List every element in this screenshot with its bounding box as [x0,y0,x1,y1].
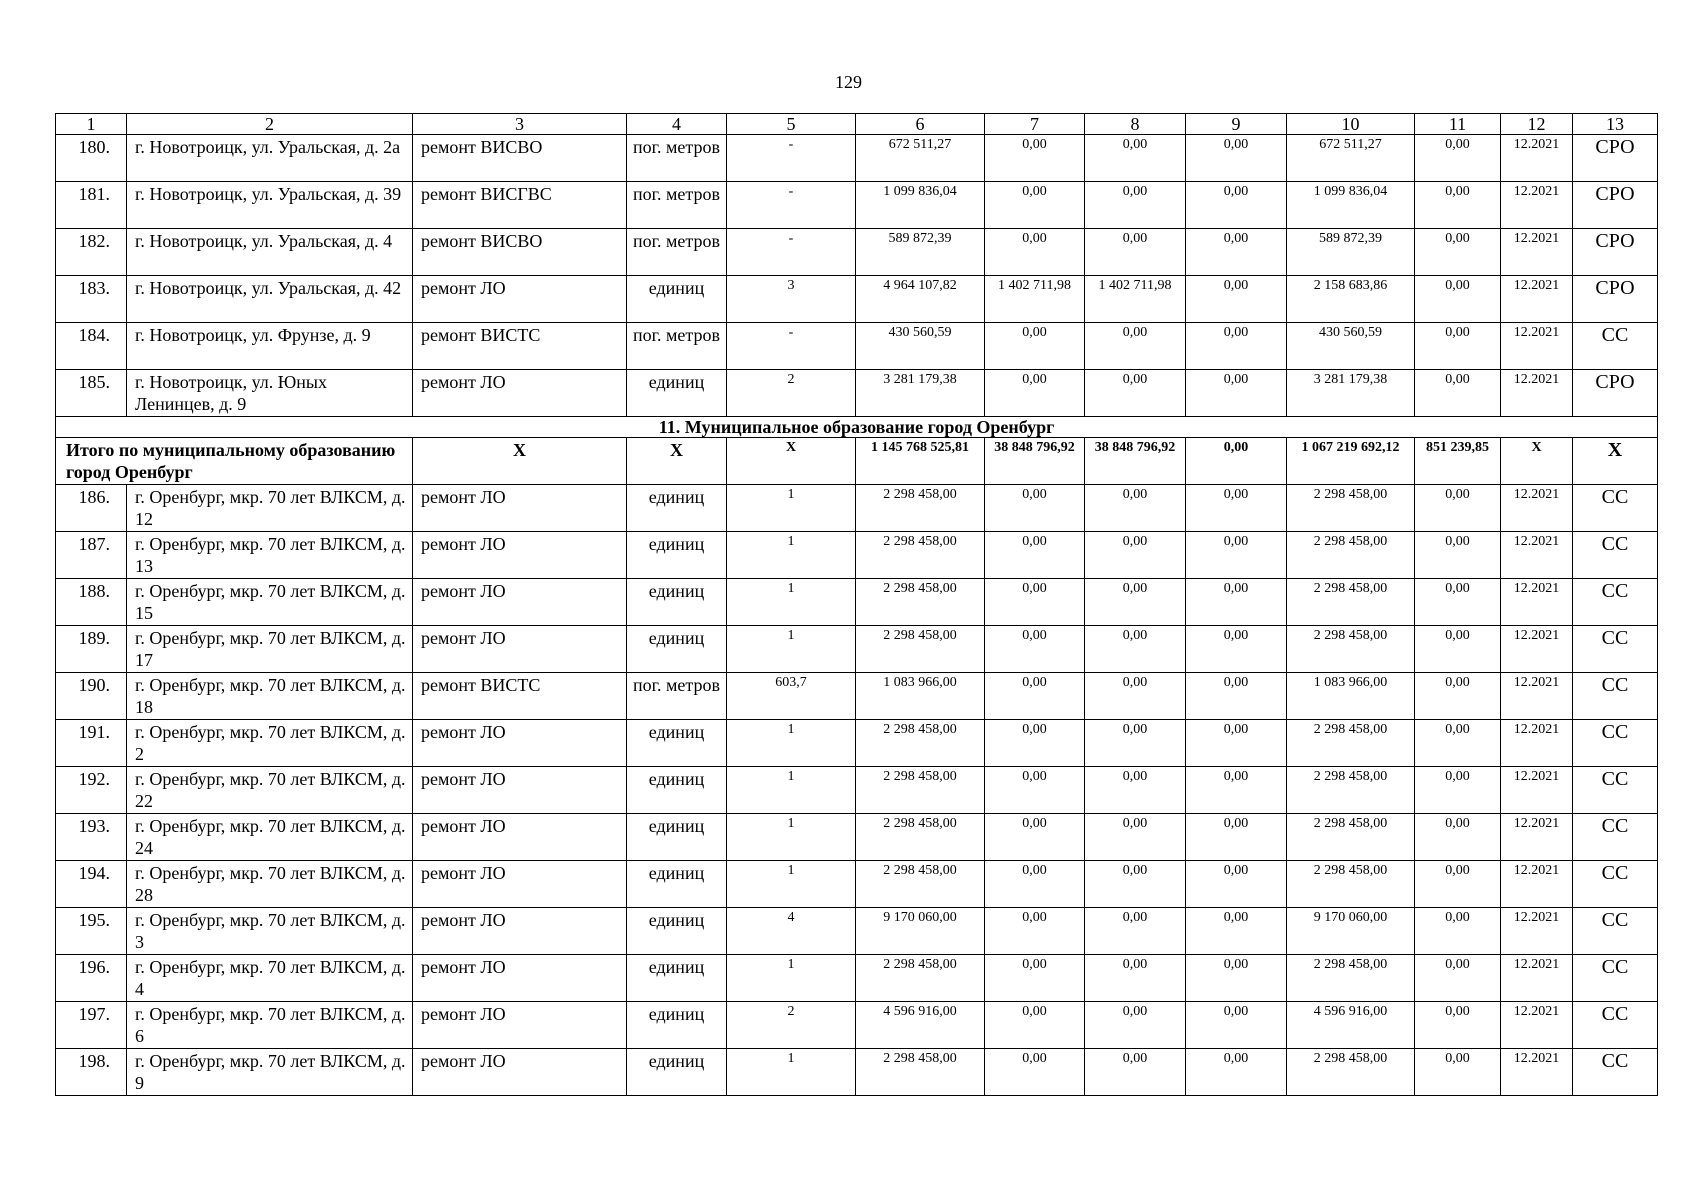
work-type-cell: ремонт ВИСТС [413,673,627,720]
total-c11-cell: 851 239,85 [1415,438,1501,485]
method-cell: СРО [1573,229,1658,276]
row-number: 182. [56,229,127,276]
method-cell: СС [1573,1002,1658,1049]
total-cost-cell: 2 298 458,00 [856,485,985,532]
federal-cell: 0,00 [1085,485,1186,532]
regional-cell: 0,00 [1186,767,1287,814]
column-header-9: 9 [1186,114,1287,135]
address-cell: г. Новотроицк, ул. Фрунзе, д. 9 [127,323,413,370]
row-number: 184. [56,323,127,370]
address-cell: г. Оренбург, мкр. 70 лет ВЛКСМ, д. 15 [127,579,413,626]
owners-cell: 0,00 [1415,579,1501,626]
local-cell: 2 298 458,00 [1287,767,1415,814]
method-cell: СС [1573,532,1658,579]
regional-cell: 0,00 [1186,720,1287,767]
local-cell: 2 298 458,00 [1287,532,1415,579]
regional-cell: 0,00 [1186,626,1287,673]
regional-cell: 0,00 [1186,370,1287,417]
column-header-7: 7 [985,114,1085,135]
work-type-cell: ремонт ЛО [413,861,627,908]
row-number: 180. [56,135,127,182]
deadline-cell: 12.2021 [1501,908,1573,955]
local-cell: 2 298 458,00 [1287,720,1415,767]
quantity-cell: 1 [727,532,856,579]
deadline-cell: 12.2021 [1501,626,1573,673]
column-number-header-row [56,114,1658,135]
federal-cell: 0,00 [1085,1002,1186,1049]
fund-cell: 0,00 [985,626,1085,673]
unit-cell: единиц [627,814,727,861]
owners-cell: 0,00 [1415,626,1501,673]
unit-cell: единиц [627,908,727,955]
total-c10-cell: 1 067 219 692,12 [1287,438,1415,485]
federal-cell: 0,00 [1085,579,1186,626]
total-c6-cell: 1 145 768 525,81 [856,438,985,485]
row-number: 196. [56,955,127,1002]
fund-cell: 0,00 [985,861,1085,908]
deadline-cell: 12.2021 [1501,955,1573,1002]
deadline-cell: 12.2021 [1501,323,1573,370]
local-cell: 2 298 458,00 [1287,579,1415,626]
row-number: 185. [56,370,127,417]
work-type-cell: ремонт ВИСГВС [413,182,627,229]
deadline-cell: 12.2021 [1501,276,1573,323]
owners-cell: 0,00 [1415,1002,1501,1049]
address-cell: г. Новотроицк, ул. Уральская, д. 42 [127,276,413,323]
quantity-cell: 603,7 [727,673,856,720]
column-header-12: 12 [1501,114,1573,135]
local-cell: 1 099 836,04 [1287,182,1415,229]
total-cost-cell: 4 596 916,00 [856,1002,985,1049]
unit-cell: пог. метров [627,323,727,370]
regional-cell: 0,00 [1186,955,1287,1002]
fund-cell: 0,00 [985,720,1085,767]
total-c5-cell: X [727,438,856,485]
unit-cell: пог. метров [627,229,727,276]
unit-cell: пог. метров [627,135,727,182]
total-cost-cell: 2 298 458,00 [856,626,985,673]
local-cell: 9 170 060,00 [1287,908,1415,955]
row-number: 193. [56,814,127,861]
fund-cell: 0,00 [985,370,1085,417]
table-row [56,908,1658,955]
owners-cell: 0,00 [1415,229,1501,276]
row-number: 181. [56,182,127,229]
total-c13-cell: X [1573,438,1658,485]
quantity-cell: 1 [727,485,856,532]
page-number: 129 [835,72,862,92]
owners-cell: 0,00 [1415,370,1501,417]
owners-cell: 0,00 [1415,485,1501,532]
owners-cell: 0,00 [1415,182,1501,229]
owners-cell: 0,00 [1415,767,1501,814]
deadline-cell: 12.2021 [1501,814,1573,861]
unit-cell: единиц [627,276,727,323]
total-cost-cell: 1 083 966,00 [856,673,985,720]
deadline-cell: 12.2021 [1501,767,1573,814]
deadline-cell: 12.2021 [1501,673,1573,720]
owners-cell: 0,00 [1415,276,1501,323]
local-cell: 430 560,59 [1287,323,1415,370]
work-type-cell: ремонт ВИСВО [413,229,627,276]
federal-cell: 0,00 [1085,1049,1186,1096]
local-cell: 2 298 458,00 [1287,1049,1415,1096]
total-cost-cell: 2 298 458,00 [856,767,985,814]
quantity-cell: 1 [727,579,856,626]
work-type-cell: ремонт ЛО [413,955,627,1002]
method-cell: СС [1573,323,1658,370]
quantity-cell: - [727,323,856,370]
unit-cell: единиц [627,1002,727,1049]
federal-cell: 0,00 [1085,767,1186,814]
fund-cell: 0,00 [985,1002,1085,1049]
row-number: 190. [56,673,127,720]
total-c9-cell: 0,00 [1186,438,1287,485]
work-type-cell: ремонт ЛО [413,720,627,767]
work-type-cell: ремонт ЛО [413,767,627,814]
total-cost-cell: 4 964 107,82 [856,276,985,323]
federal-cell: 0,00 [1085,323,1186,370]
regional-cell: 0,00 [1186,276,1287,323]
method-cell: СС [1573,1049,1658,1096]
unit-cell: пог. метров [627,673,727,720]
total-cost-cell: 2 298 458,00 [856,861,985,908]
table-body [56,114,1658,1096]
local-cell: 2 298 458,00 [1287,626,1415,673]
address-cell: г. Оренбург, мкр. 70 лет ВЛКСМ, д. 18 [127,673,413,720]
table-row [56,861,1658,908]
method-cell: СС [1573,579,1658,626]
column-header-1: 1 [56,114,127,135]
table-row [56,673,1658,720]
total-label: Итого по муниципальному образованию город Оренбург [56,438,413,485]
row-number: 194. [56,861,127,908]
total-cost-cell: 2 298 458,00 [856,579,985,626]
row-number: 183. [56,276,127,323]
unit-cell: единиц [627,1049,727,1096]
column-header-2: 2 [127,114,413,135]
deadline-cell: 12.2021 [1501,135,1573,182]
fund-cell: 1 402 711,98 [985,276,1085,323]
column-header-10: 10 [1287,114,1415,135]
regional-cell: 0,00 [1186,532,1287,579]
method-cell: СС [1573,955,1658,1002]
local-cell: 3 281 179,38 [1287,370,1415,417]
unit-cell: единиц [627,370,727,417]
deadline-cell: 12.2021 [1501,532,1573,579]
method-cell: СС [1573,673,1658,720]
fund-cell: 0,00 [985,908,1085,955]
total-c3-cell: X [413,438,627,485]
method-cell: СРО [1573,276,1658,323]
federal-cell: 0,00 [1085,720,1186,767]
federal-cell: 0,00 [1085,626,1186,673]
table-row [56,485,1658,532]
deadline-cell: 12.2021 [1501,370,1573,417]
deadline-cell: 12.2021 [1501,579,1573,626]
fund-cell: 0,00 [985,485,1085,532]
address-cell: г. Оренбург, мкр. 70 лет ВЛКСМ, д. 24 [127,814,413,861]
quantity-cell: - [727,229,856,276]
total-cost-cell: 589 872,39 [856,229,985,276]
fund-cell: 0,00 [985,1049,1085,1096]
total-cost-cell: 2 298 458,00 [856,720,985,767]
fund-cell: 0,00 [985,135,1085,182]
federal-cell: 0,00 [1085,182,1186,229]
work-type-cell: ремонт ЛО [413,626,627,673]
regional-cell: 0,00 [1186,323,1287,370]
owners-cell: 0,00 [1415,955,1501,1002]
unit-cell: единиц [627,532,727,579]
method-cell: СС [1573,720,1658,767]
owners-cell: 0,00 [1415,673,1501,720]
total-cost-cell: 430 560,59 [856,323,985,370]
deadline-cell: 12.2021 [1501,229,1573,276]
total-c12-cell: X [1501,438,1573,485]
row-number: 188. [56,579,127,626]
quantity-cell: - [727,135,856,182]
total-cost-cell: 2 298 458,00 [856,955,985,1002]
unit-cell: единиц [627,955,727,1002]
address-cell: г. Оренбург, мкр. 70 лет ВЛКСМ, д. 9 [127,1049,413,1096]
row-number: 189. [56,626,127,673]
federal-cell: 0,00 [1085,861,1186,908]
fund-cell: 0,00 [985,955,1085,1002]
address-cell: г. Оренбург, мкр. 70 лет ВЛКСМ, д. 13 [127,532,413,579]
regional-cell: 0,00 [1186,1002,1287,1049]
owners-cell: 0,00 [1415,861,1501,908]
capital-repair-table [55,113,1658,1096]
method-cell: СРО [1573,135,1658,182]
unit-cell: единиц [627,626,727,673]
method-cell: СС [1573,767,1658,814]
table-row [56,323,1658,370]
column-header-8: 8 [1085,114,1186,135]
federal-cell: 0,00 [1085,673,1186,720]
unit-cell: единиц [627,579,727,626]
total-cost-cell: 2 298 458,00 [856,1049,985,1096]
table-row [56,370,1658,417]
regional-cell: 0,00 [1186,1049,1287,1096]
regional-cell: 0,00 [1186,908,1287,955]
row-number: 198. [56,1049,127,1096]
address-cell: г. Оренбург, мкр. 70 лет ВЛКСМ, д. 12 [127,485,413,532]
regional-cell: 0,00 [1186,579,1287,626]
owners-cell: 0,00 [1415,135,1501,182]
fund-cell: 0,00 [985,579,1085,626]
work-type-cell: ремонт ЛО [413,370,627,417]
address-cell: г. Оренбург, мкр. 70 лет ВЛКСМ, д. 2 [127,720,413,767]
fund-cell: 0,00 [985,532,1085,579]
federal-cell: 0,00 [1085,814,1186,861]
federal-cell: 1 402 711,98 [1085,276,1186,323]
total-cost-cell: 2 298 458,00 [856,814,985,861]
federal-cell: 0,00 [1085,135,1186,182]
regional-cell: 0,00 [1186,229,1287,276]
table-row [56,767,1658,814]
regional-cell: 0,00 [1186,814,1287,861]
local-cell: 4 596 916,00 [1287,1002,1415,1049]
regional-cell: 0,00 [1186,182,1287,229]
work-type-cell: ремонт ЛО [413,532,627,579]
address-cell: г. Новотроицк, ул. Уральская, д. 39 [127,182,413,229]
local-cell: 2 298 458,00 [1287,955,1415,1002]
deadline-cell: 12.2021 [1501,720,1573,767]
table-row [56,720,1658,767]
owners-cell: 0,00 [1415,532,1501,579]
table-row [56,579,1658,626]
address-cell: г. Оренбург, мкр. 70 лет ВЛКСМ, д. 3 [127,908,413,955]
table-row [56,276,1658,323]
address-cell: г. Новотроицк, ул. Уральская, д. 4 [127,229,413,276]
federal-cell: 0,00 [1085,955,1186,1002]
owners-cell: 0,00 [1415,908,1501,955]
quantity-cell: 2 [727,370,856,417]
address-cell: г. Новотроицк, ул. Уральская, д. 2а [127,135,413,182]
local-cell: 2 298 458,00 [1287,861,1415,908]
method-cell: СРО [1573,370,1658,417]
row-number: 191. [56,720,127,767]
quantity-cell: 4 [727,908,856,955]
total-row [56,438,1658,485]
work-type-cell: ремонт ЛО [413,814,627,861]
table-row [56,182,1658,229]
quantity-cell: 3 [727,276,856,323]
table-row [56,1002,1658,1049]
table-row [56,955,1658,1002]
owners-cell: 0,00 [1415,1049,1501,1096]
total-c8-cell: 38 848 796,92 [1085,438,1186,485]
total-cost-cell: 1 099 836,04 [856,182,985,229]
local-cell: 2 298 458,00 [1287,485,1415,532]
address-cell: г. Новотроицк, ул. Юных Ленинцев, д. 9 [127,370,413,417]
owners-cell: 0,00 [1415,814,1501,861]
work-type-cell: ремонт ЛО [413,485,627,532]
fund-cell: 0,00 [985,323,1085,370]
fund-cell: 0,00 [985,229,1085,276]
row-number: 187. [56,532,127,579]
quantity-cell: 1 [727,626,856,673]
deadline-cell: 12.2021 [1501,861,1573,908]
deadline-cell: 12.2021 [1501,182,1573,229]
address-cell: г. Оренбург, мкр. 70 лет ВЛКСМ, д. 6 [127,1002,413,1049]
total-c7-cell: 38 848 796,92 [985,438,1085,485]
column-header-5: 5 [727,114,856,135]
owners-cell: 0,00 [1415,720,1501,767]
fund-cell: 0,00 [985,814,1085,861]
method-cell: СС [1573,861,1658,908]
total-c4-cell: X [627,438,727,485]
deadline-cell: 12.2021 [1501,1049,1573,1096]
quantity-cell: 1 [727,720,856,767]
regional-cell: 0,00 [1186,673,1287,720]
total-cost-cell: 9 170 060,00 [856,908,985,955]
quantity-cell: 1 [727,1049,856,1096]
quantity-cell: 1 [727,767,856,814]
unit-cell: единиц [627,720,727,767]
unit-cell: единиц [627,767,727,814]
work-type-cell: ремонт ЛО [413,908,627,955]
work-type-cell: ремонт ЛО [413,579,627,626]
row-number: 192. [56,767,127,814]
total-cost-cell: 672 511,27 [856,135,985,182]
address-cell: г. Оренбург, мкр. 70 лет ВЛКСМ, д. 4 [127,955,413,1002]
column-header-6: 6 [856,114,985,135]
column-header-13: 13 [1573,114,1658,135]
local-cell: 1 083 966,00 [1287,673,1415,720]
work-type-cell: ремонт ВИСТС [413,323,627,370]
federal-cell: 0,00 [1085,229,1186,276]
work-type-cell: ремонт ЛО [413,1049,627,1096]
local-cell: 2 158 683,86 [1287,276,1415,323]
local-cell: 589 872,39 [1287,229,1415,276]
unit-cell: пог. метров [627,182,727,229]
row-number: 195. [56,908,127,955]
table-row [56,532,1658,579]
quantity-cell: 1 [727,861,856,908]
section-title: 11. Муниципальное образование город Оренбург [56,417,1658,438]
method-cell: СС [1573,485,1658,532]
fund-cell: 0,00 [985,182,1085,229]
table-row [56,626,1658,673]
quantity-cell: 1 [727,955,856,1002]
method-cell: СРО [1573,182,1658,229]
row-number: 186. [56,485,127,532]
unit-cell: единиц [627,485,727,532]
federal-cell: 0,00 [1085,908,1186,955]
total-cost-cell: 2 298 458,00 [856,532,985,579]
quantity-cell: - [727,182,856,229]
row-number: 197. [56,1002,127,1049]
owners-cell: 0,00 [1415,323,1501,370]
local-cell: 672 511,27 [1287,135,1415,182]
method-cell: СС [1573,908,1658,955]
work-type-cell: ремонт ЛО [413,276,627,323]
fund-cell: 0,00 [985,767,1085,814]
table-row [56,229,1658,276]
table-row [56,1049,1658,1096]
section-row [56,417,1658,438]
table-row [56,814,1658,861]
address-cell: г. Оренбург, мкр. 70 лет ВЛКСМ, д. 28 [127,861,413,908]
quantity-cell: 1 [727,814,856,861]
unit-cell: единиц [627,861,727,908]
regional-cell: 0,00 [1186,485,1287,532]
address-cell: г. Оренбург, мкр. 70 лет ВЛКСМ, д. 22 [127,767,413,814]
method-cell: СС [1573,626,1658,673]
total-cost-cell: 3 281 179,38 [856,370,985,417]
column-header-4: 4 [627,114,727,135]
table-row [56,135,1658,182]
quantity-cell: 2 [727,1002,856,1049]
column-header-3: 3 [413,114,627,135]
local-cell: 2 298 458,00 [1287,814,1415,861]
federal-cell: 0,00 [1085,370,1186,417]
fund-cell: 0,00 [985,673,1085,720]
address-cell: г. Оренбург, мкр. 70 лет ВЛКСМ, д. 17 [127,626,413,673]
regional-cell: 0,00 [1186,135,1287,182]
work-type-cell: ремонт ЛО [413,1002,627,1049]
federal-cell: 0,00 [1085,532,1186,579]
deadline-cell: 12.2021 [1501,485,1573,532]
work-type-cell: ремонт ВИСВО [413,135,627,182]
method-cell: СС [1573,814,1658,861]
column-header-11: 11 [1415,114,1501,135]
regional-cell: 0,00 [1186,861,1287,908]
deadline-cell: 12.2021 [1501,1002,1573,1049]
